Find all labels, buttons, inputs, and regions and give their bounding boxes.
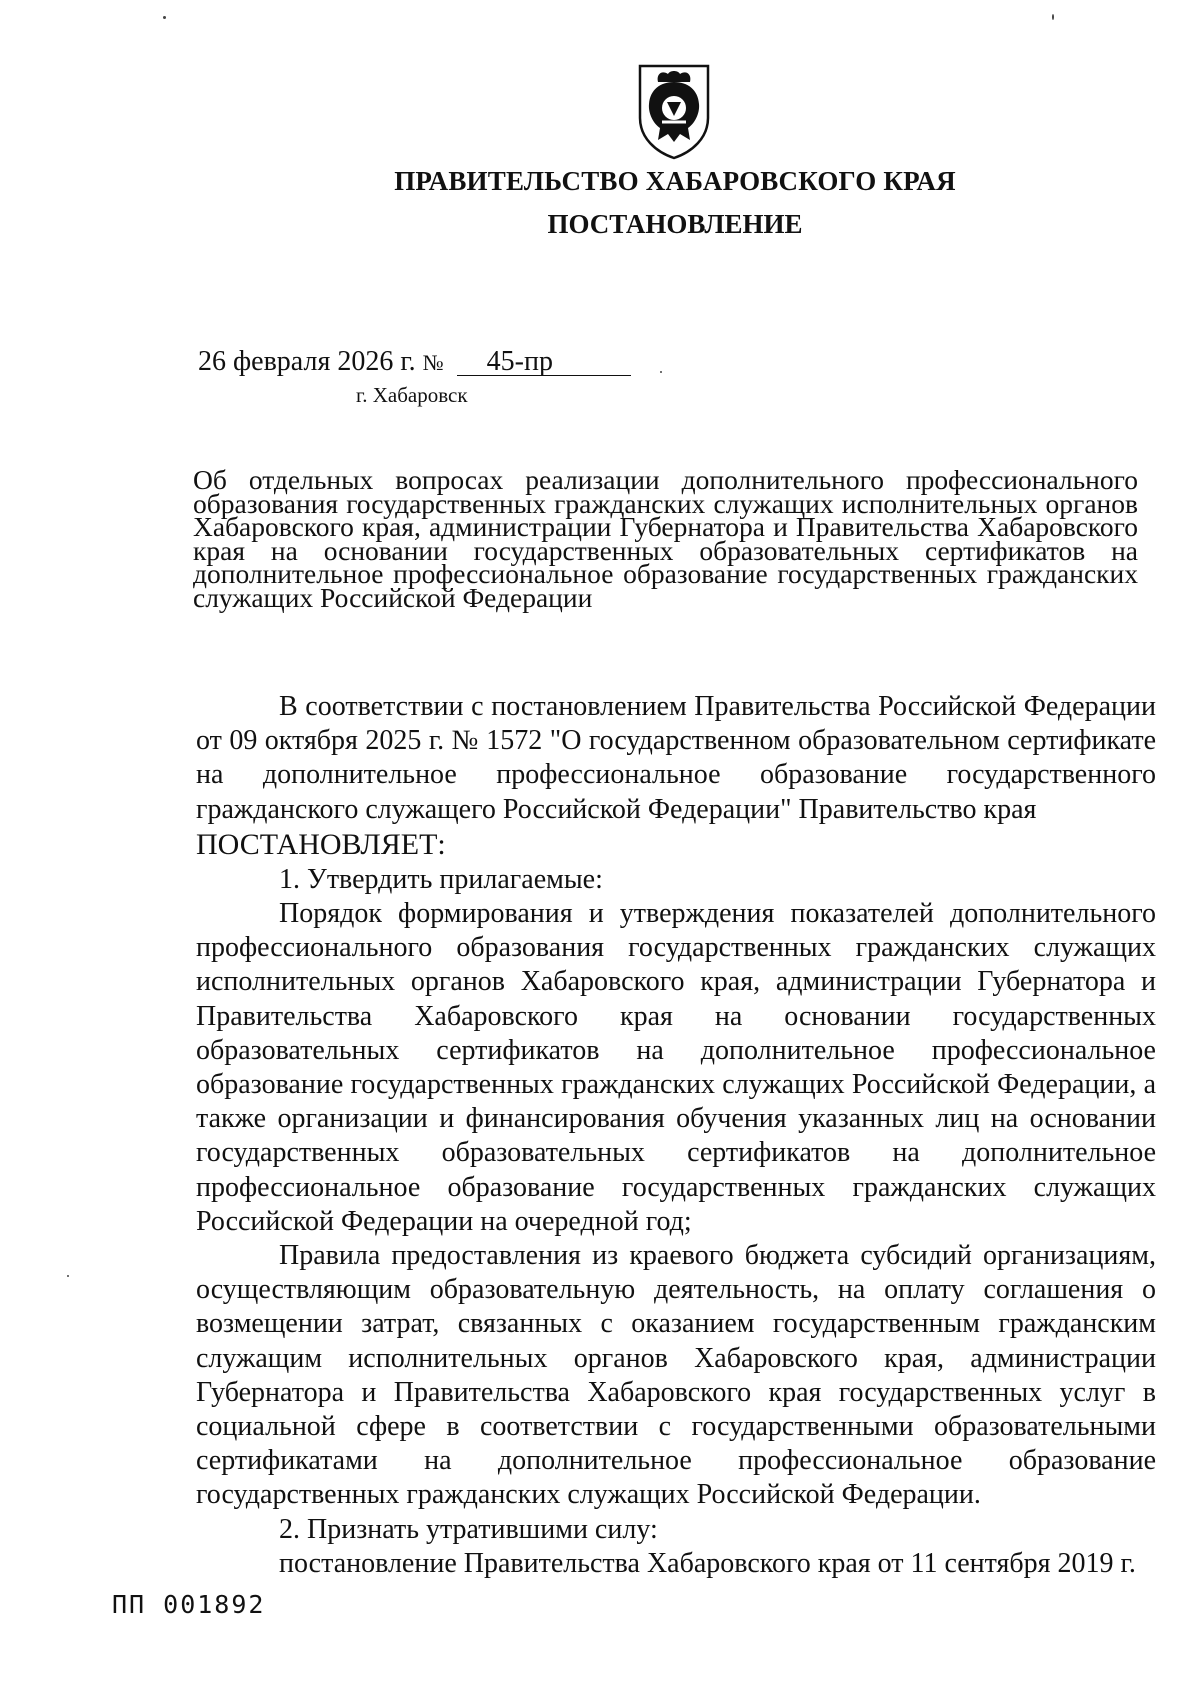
form-serial-number: ПП 001892 [112,1590,266,1619]
scan-speck [660,371,662,373]
khabarovsk-krai-coat-of-arms-icon [634,62,714,160]
scan-speck [67,1275,69,1277]
scan-speck [163,16,166,19]
item-1-procedure: Порядок формирования и утверждения показателей дополнительного профессионального образования государственных гражданских служащих исполнительных органов Хабаровского края, администрации Губернатора и Правительства Хабаровского края на основании государственных образовательных сертификатов на дополнительное профессиональное образование государственных гражданских служащих Российской Федерации, а также организации и финансирования обучения указанных лиц на основании государственных образовательных сертификатов на дополнительное профессиональное образование государственных гражданских служащих Российской Федерации на очередной год; [196,898,1156,1237]
document-body [196,690,1156,1581]
scan-speck [1052,14,1054,20]
document-title: Об отдельных вопросах реализации дополнительного профессионального образования государственных гражданских служащих исполнительных органов Хабаровского края, администрации Губернатора и Правительства Хабаровского края на основании государственных образовательных сертификатов на дополнительное профессиональное образование государственных гражданских служащих Российской Федерации [193,464,1138,613]
date-number-line [198,346,627,378]
resolves-heading: ПОСТАНОВЛЯЕТ: [196,827,446,861]
item-1-rules: Правила предоставления из краевого бюджета субсидий организациям, осуществляющим образовательную деятельность, на оплату соглашения о возмещении затрат, связанных с оказанием государственным гражданским служащим исполнительных органов Хабаровского края, администрации Губернатора и Правительства Хабаровского края государственных услуг в социальной сфере в соответствии с государственными образовательными сертификатами на дополнительное профессиональное образование государственных гражданских служащих Российской Федерации. [196,1240,1156,1511]
number-sign: № [422,350,444,375]
document-type-heading: ПОСТАНОВЛЕНИЕ [547,209,803,239]
preamble-paragraph: В соответствии с постановлением Правительства Российской Федерации от 09 октября 2025 г. № 1572 "О государственном образовательном сертификате на дополнительное профессиональное образование государственного гражданского служащего Российской Федерации" Правительство края [196,691,1156,825]
document-city: г. Хабаровск [356,383,468,407]
document-date: 26 февраля 2026 г. [198,346,416,377]
item-2-decree: постановление Правительства Хабаровского края от 11 сентября 2019 г. [279,1547,1136,1579]
authority-heading: ПРАВИТЕЛЬСТВО ХАБАРОВСКОГО КРАЯ [394,166,956,196]
document-number: 45-пр [457,346,627,378]
item-2: 2. Признать утратившими силу: [279,1513,658,1545]
item-1: 1. Утвердить прилагаемые: [279,863,603,895]
